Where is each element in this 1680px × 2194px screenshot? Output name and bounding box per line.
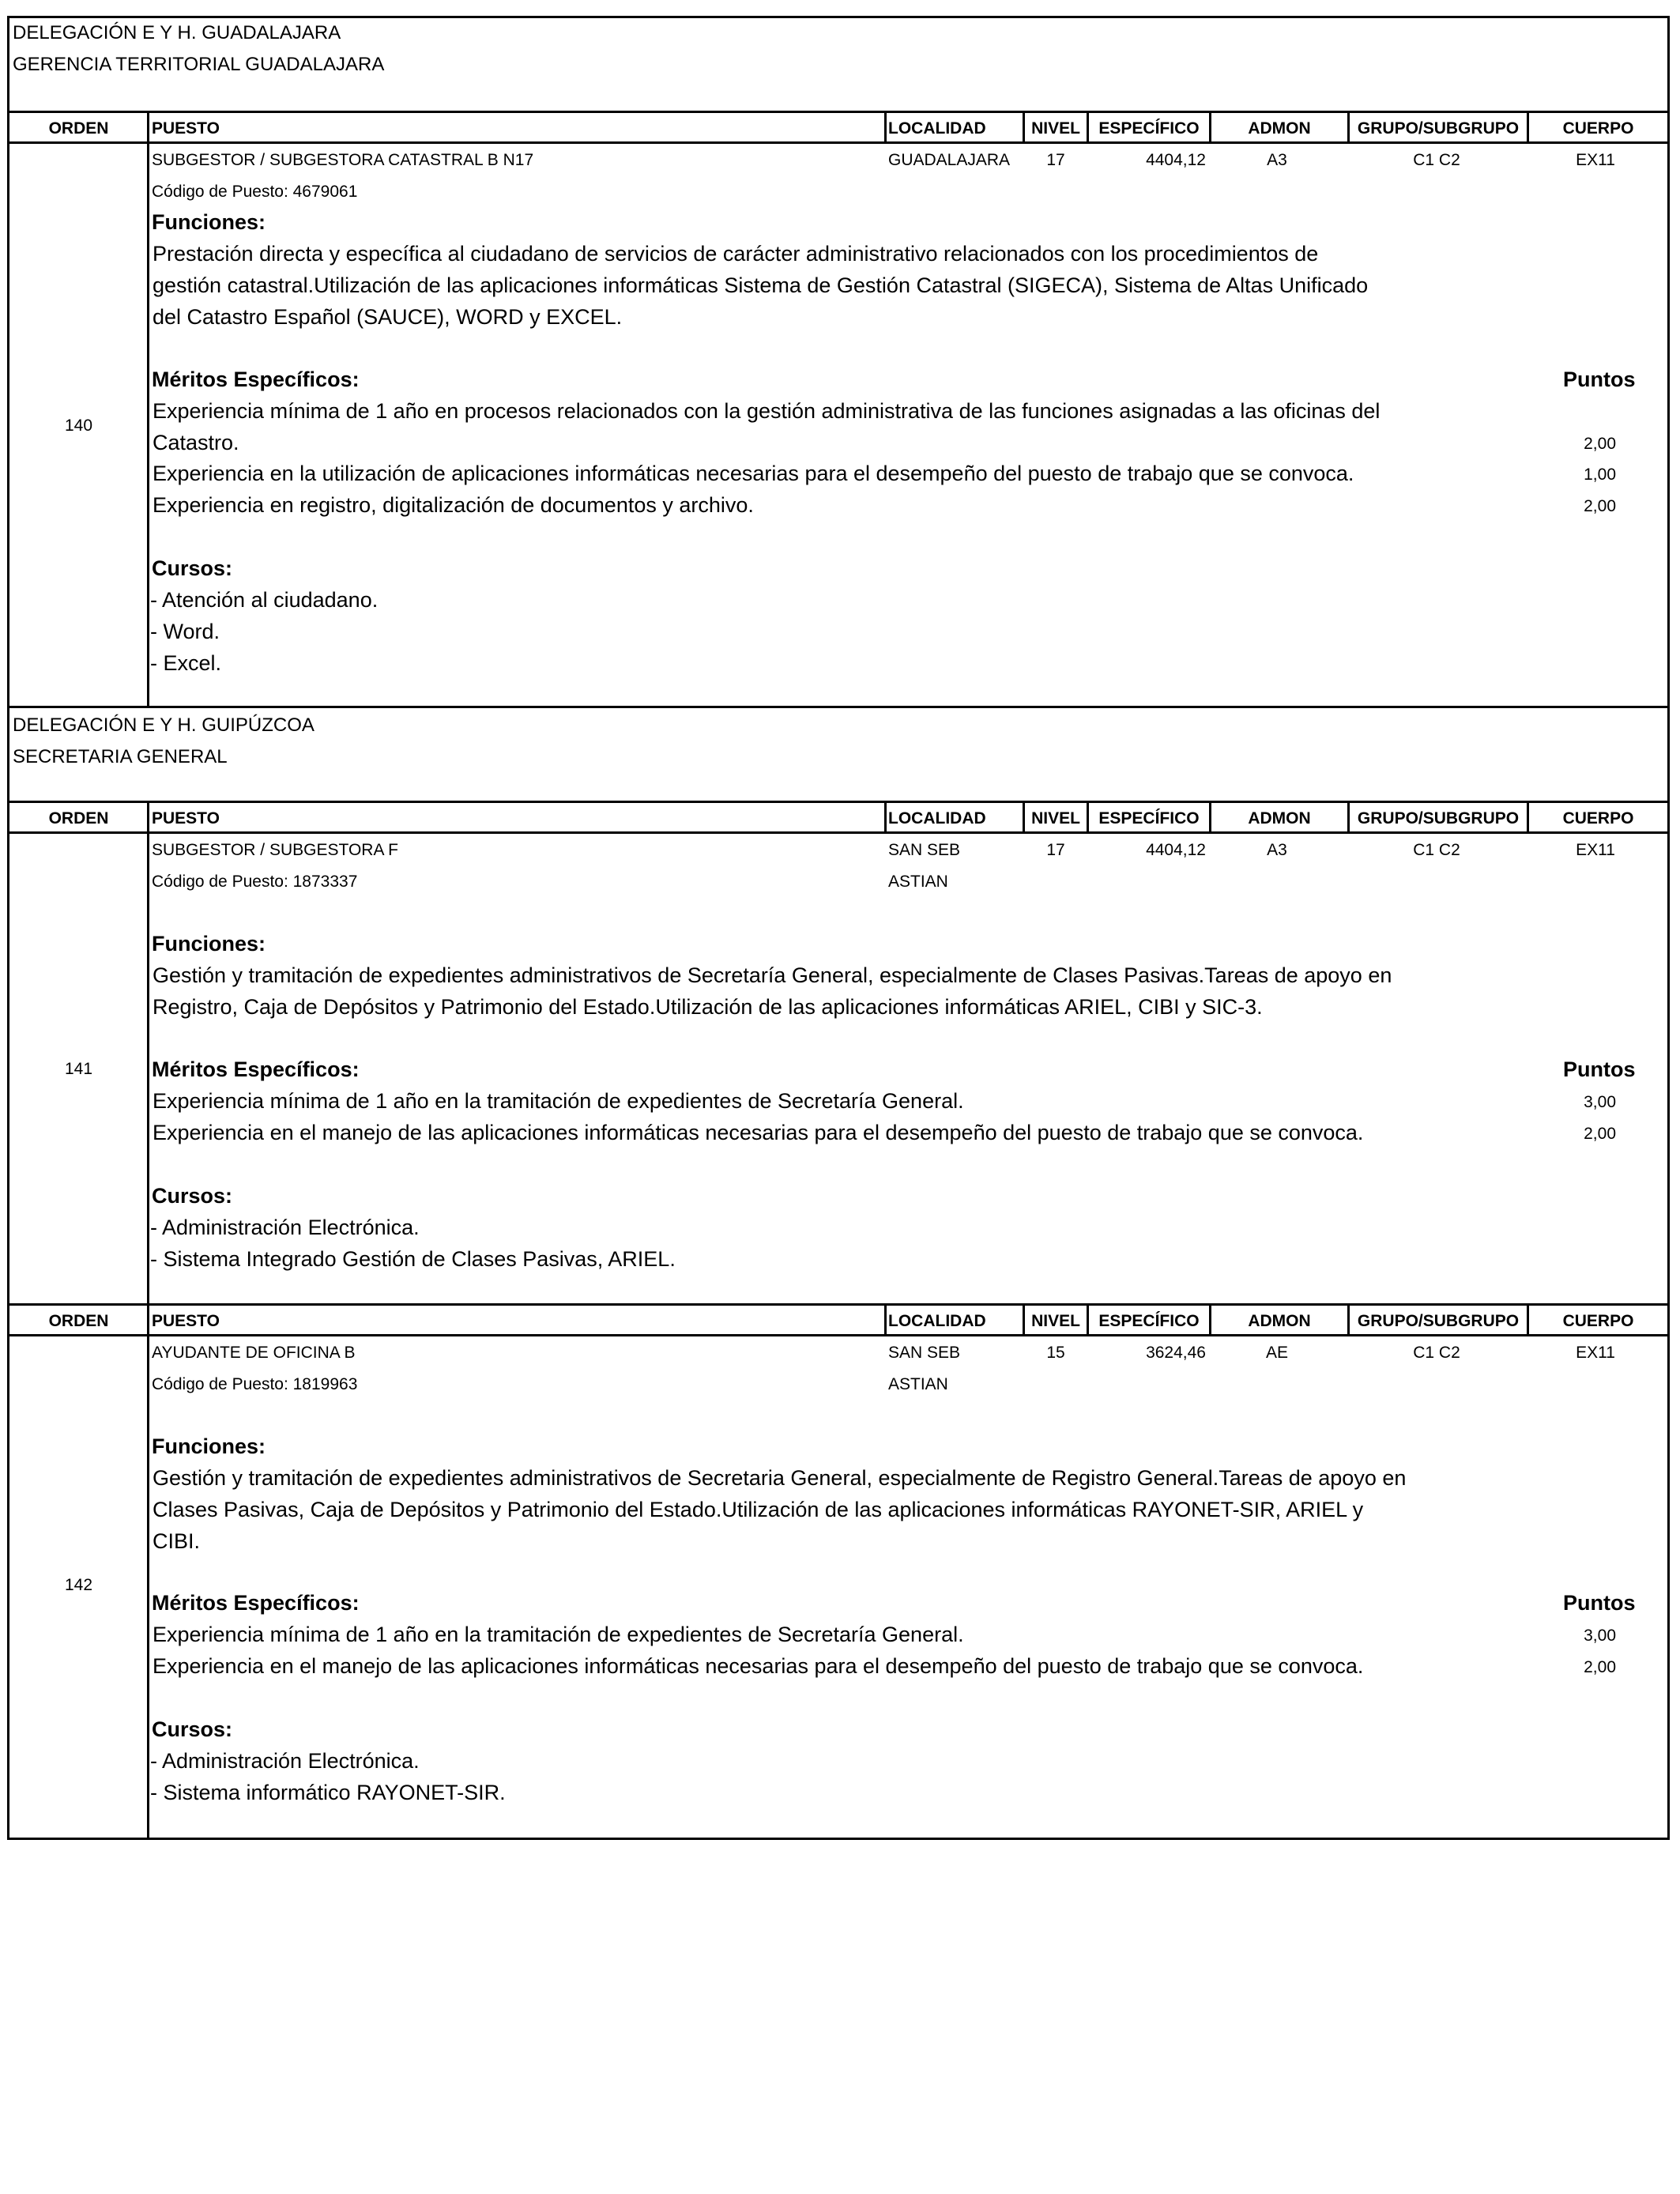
header-1-localidad: LOCALIDAD [888, 119, 986, 138]
grupo-140: C1 C2 [1413, 151, 1460, 169]
localidad-142-1: SAN SEB [888, 1344, 961, 1362]
nivel-140: 17 [1046, 151, 1065, 169]
cursos-label-140: Cursos: [152, 556, 233, 580]
header-2-puesto: PUESTO [152, 809, 220, 827]
meritos-140-line3: Experiencia en la utilización de aplicaciones informáticas necesarias para el desempeño del puesto de trabajo que se convoca. [153, 462, 1354, 485]
admon-140: A3 [1267, 151, 1287, 169]
frame-left [7, 16, 9, 1840]
header-3-cuerpo: CUERPO [1562, 1312, 1634, 1330]
header-3-grupo: GRUPO/SUBGRUPO [1357, 1312, 1520, 1330]
funciones-140-line1: Prestación directa y específica al ciudadano de servicios de carácter administrativo relacionados con los procedimientos de [153, 242, 1319, 266]
section-2-dept-line1: DELEGACIÓN E Y H. GUIPÚZCOA [13, 714, 315, 736]
funciones-142-line3: CIBI. [153, 1529, 201, 1553]
header-1-nivel: NIVEL [1031, 119, 1080, 138]
funciones-141-line1: Gestión y tramitación de expedientes administrativos de Secretaría General, especialmente de Clases Pasivas.Tareas de apoyo en [153, 963, 1392, 987]
cursos-140-line2: - Word. [150, 620, 220, 643]
cuerpo-140: EX11 [1576, 151, 1615, 169]
grupo-142: C1 C2 [1413, 1344, 1460, 1362]
header-2-nivel: NIVEL [1031, 809, 1080, 827]
localidad-141-1: SAN SEB [888, 841, 961, 859]
header-row-2-sep-puesto [884, 801, 887, 831]
header-row-2-top [7, 801, 1670, 803]
meritos-label-140: Méritos Específicos: [152, 368, 360, 391]
puntos-142-2: 2,00 [1584, 1658, 1616, 1676]
cursos-142-line2: - Sistema informático RAYONET-SIR. [150, 1781, 506, 1804]
funciones-label-140: Funciones: [152, 210, 266, 234]
admon-141: A3 [1267, 841, 1287, 859]
cursos-140-line1: - Atención al ciudadano. [150, 588, 379, 612]
section-1-dept-line2: GERENCIA TERRITORIAL GUADALAJARA [13, 54, 385, 75]
puesto-142: AYUDANTE DE OFICINA B [152, 1344, 356, 1362]
orden-140: 140 [64, 417, 93, 435]
cuerpo-142: EX11 [1576, 1344, 1615, 1362]
grupo-141: C1 C2 [1413, 841, 1460, 859]
section-2-dept-line2: SECRETARIA GENERAL [13, 746, 228, 767]
header-row-3-top [7, 1303, 1670, 1306]
puntos-140-3: 2,00 [1584, 497, 1616, 515]
puntos-140-1: 2,00 [1584, 435, 1616, 453]
header-2-grupo: GRUPO/SUBGRUPO [1357, 809, 1520, 827]
header-2-especifico: ESPECÍFICO [1098, 809, 1200, 827]
cursos-label-142: Cursos: [152, 1717, 233, 1741]
especifico-142: 3624,46 [1146, 1344, 1206, 1362]
admon-142: AE [1265, 1344, 1288, 1362]
puntos-label-140: Puntos [1563, 368, 1636, 391]
funciones-label-142: Funciones: [152, 1434, 266, 1458]
header-3-localidad: LOCALIDAD [888, 1312, 986, 1330]
meritos-label-142: Méritos Específicos: [152, 1591, 360, 1615]
orden-141: 141 [64, 1060, 93, 1078]
frame-top [7, 16, 1670, 18]
nivel-142: 15 [1046, 1344, 1065, 1362]
header-3-admon: ADMON [1248, 1312, 1311, 1330]
header-1-orden: ORDEN [48, 119, 109, 138]
cursos-142-line1: - Administración Electrónica. [150, 1749, 420, 1773]
header-2-localidad: LOCALIDAD [888, 809, 986, 827]
header-2-cuerpo: CUERPO [1562, 809, 1634, 827]
funciones-140-line2: gestión catastral.Utilización de las aplicaciones informáticas Sistema de Gestión Catastral (SIGECA), Sistema de Altas Unificado [153, 273, 1369, 297]
header-row-1-bottom [7, 141, 1670, 144]
codigo-141: Código de Puesto: 1873337 [152, 873, 358, 891]
meritos-141-line1: Experiencia mínima de 1 año en la tramitación de expedientes de Secretaría General. [153, 1089, 964, 1113]
header-3-especifico: ESPECÍFICO [1098, 1312, 1200, 1330]
meritos-140-line4: Experiencia en registro, digitalización de documentos y archivo. [153, 493, 754, 517]
puntos-142-1: 3,00 [1584, 1627, 1616, 1645]
meritos-142-line1: Experiencia mínima de 1 año en la tramitación de expedientes de Secretaría General. [153, 1623, 964, 1646]
header-row-3-sep-puesto [884, 1303, 887, 1334]
frame-right [1667, 16, 1670, 1840]
header-3-puesto: PUESTO [152, 1312, 220, 1330]
cursos-label-141: Cursos: [152, 1184, 233, 1208]
especifico-140: 4404,12 [1146, 151, 1206, 169]
puntos-140-2: 1,00 [1584, 466, 1616, 484]
nivel-141: 17 [1046, 841, 1065, 859]
localidad-141-2: ASTIAN [888, 873, 948, 891]
header-1-puesto: PUESTO [152, 119, 220, 138]
header-row-3-bottom [7, 1334, 1670, 1336]
funciones-141-line2: Registro, Caja de Depósitos y Patrimonio del Estado.Utilización de las aplicaciones informáticas ARIEL, CIBI y SIC-3. [153, 995, 1263, 1019]
header-2-admon: ADMON [1248, 809, 1311, 827]
header-1-admon: ADMON [1248, 119, 1311, 138]
cursos-141-line2: - Sistema Integrado Gestión de Clases Pasivas, ARIEL. [150, 1247, 676, 1271]
orden-142: 142 [64, 1576, 93, 1594]
header-2-orden: ORDEN [48, 809, 109, 827]
puntos-label-141: Puntos [1563, 1057, 1636, 1081]
header-1-cuerpo: CUERPO [1562, 119, 1634, 138]
funciones-label-141: Funciones: [152, 932, 266, 956]
codigo-140: Código de Puesto: 4679061 [152, 183, 358, 201]
header-3-nivel: NIVEL [1031, 1312, 1080, 1330]
funciones-140-line3: del Catastro Español (SAUCE), WORD y EXCEL. [153, 305, 623, 329]
meritos-140-line2: Catastro. [153, 431, 239, 454]
puntos-141-1: 3,00 [1584, 1093, 1616, 1111]
puntos-141-2: 2,00 [1584, 1125, 1616, 1143]
header-3-orden: ORDEN [48, 1312, 109, 1330]
cursos-141-line1: - Administración Electrónica. [150, 1216, 420, 1239]
meritos-label-141: Méritos Específicos: [152, 1057, 360, 1081]
meritos-141-line2: Experiencia en el manejo de las aplicaciones informáticas necesarias para el desempeño del puesto de trabajo que se convoca. [153, 1121, 1364, 1144]
codigo-142: Código de Puesto: 1819963 [152, 1375, 358, 1393]
puntos-label-142: Puntos [1563, 1591, 1636, 1615]
cursos-140-line3: - Excel. [150, 651, 222, 675]
meritos-140-line1: Experiencia mínima de 1 año en procesos relacionados con la gestión administrativa de las funciones asignadas a las oficinas del [153, 399, 1381, 423]
meritos-142-line2: Experiencia en el manejo de las aplicaciones informáticas necesarias para el desempeño del puesto de trabajo que se convoca. [153, 1654, 1364, 1678]
section-1-dept-line1: DELEGACIÓN E Y H. GUADALAJARA [13, 22, 341, 43]
puesto-141: SUBGESTOR / SUBGESTORA F [152, 841, 398, 859]
header-1-grupo: GRUPO/SUBGRUPO [1357, 119, 1520, 138]
localidad-142-2: ASTIAN [888, 1375, 948, 1393]
header-row-2-bottom [7, 831, 1670, 834]
header-row-1-top [7, 111, 1670, 113]
funciones-142-line2: Clases Pasivas, Caja de Depósitos y Patrimonio del Estado.Utilización de las aplicaciones informáticas RAYONET-SIR, ARIEL y [153, 1498, 1364, 1521]
cuerpo-141: EX11 [1576, 841, 1615, 859]
frame-bottom [7, 1838, 1670, 1840]
section-divider-1 [7, 706, 1670, 708]
header-1-especifico: ESPECÍFICO [1098, 119, 1200, 138]
localidad-140-1: GUADALAJARA [888, 151, 1011, 169]
header-row-1-sep-puesto [884, 111, 887, 141]
especifico-141: 4404,12 [1146, 841, 1206, 859]
puesto-140: SUBGESTOR / SUBGESTORA CATASTRAL B N17 [152, 151, 534, 169]
funciones-142-line1: Gestión y tramitación de expedientes administrativos de Secretaria General, especialmente de Registro General.Tareas de apoyo en [153, 1466, 1407, 1490]
